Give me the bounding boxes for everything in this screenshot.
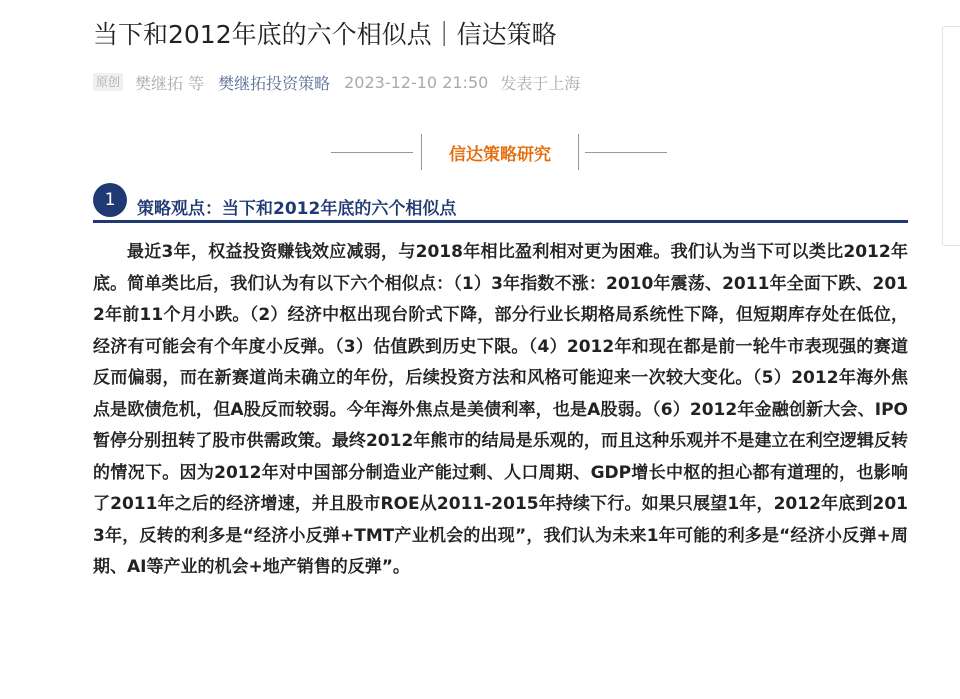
banner-line-right bbox=[585, 152, 667, 153]
section-heading: 策略观点：当下和2012年底的六个相似点 bbox=[137, 199, 457, 219]
section-header bbox=[93, 180, 908, 224]
section-number: 1 bbox=[93, 183, 127, 217]
section-banner bbox=[331, 134, 667, 172]
publish-location: 发表于上海 bbox=[500, 73, 581, 93]
original-badge: 原创 bbox=[93, 73, 123, 91]
author-name: 樊继拓 等 bbox=[135, 73, 205, 93]
banner-text: 信达策略研究 bbox=[449, 144, 551, 165]
section-rule bbox=[93, 220, 908, 223]
banner-line-left bbox=[331, 152, 413, 153]
side-toolbar[interactable] bbox=[942, 26, 960, 246]
body-paragraph: 最近3年，权益投资赚钱效应减弱，与2018年相比盈利相对更为困难。我们认为当下可以类比2012年底。简单类比后，我们认为有以下六个相似点：（1）3年指数不涨：2010年震荡、2011年全面下跌、2012年前11个月小跌。（2）经济中枢出现台阶式下降，部分行业长期格局系统性下降，但短期库存处在低位，经济有可能会有个年度小反弹。（3）估值跌到历史下限。（4）2012年和现在都是前一轮牛市表现强的赛道反而偏弱，而在新赛道尚未确立的年份，后续投资方法和风格可能迎来一次较大变化。（5）2012年海外焦点是欧债危机，但A股反而较弱。今年海外焦点是美债利率，也是A股弱。（6）2012年金融创新大会、IPO暂停分别扭转了股市供需政策。最终2012年熊市的结局是乐观的，而且这种乐观并不是建立在利空逻辑反转的情况下。因为2012年对中国部分制造业产能过剩、人口周期、GDP增长中枢的担心都有道理的，也影响了2011年之后的经济增速，并且股市ROE从2011-2015年持续下行。如果只展望1年，2012年底到2013年，反转的利多是“经济小反弹+TMT产业机会的出现”，我们认为未来1年可能的利多是“经济小反弹+周期、AI等产业的机会+地产销售的反弹”。 bbox=[93, 242, 908, 577]
article-title: 当下和2012年底的六个相似点｜信达策略 bbox=[93, 20, 557, 49]
publish-date: 2023-12-10 21:50 bbox=[344, 72, 489, 92]
article-meta bbox=[93, 70, 580, 94]
banner-box bbox=[421, 134, 579, 170]
account-link[interactable]: 樊继拓投资策略 bbox=[218, 73, 331, 93]
